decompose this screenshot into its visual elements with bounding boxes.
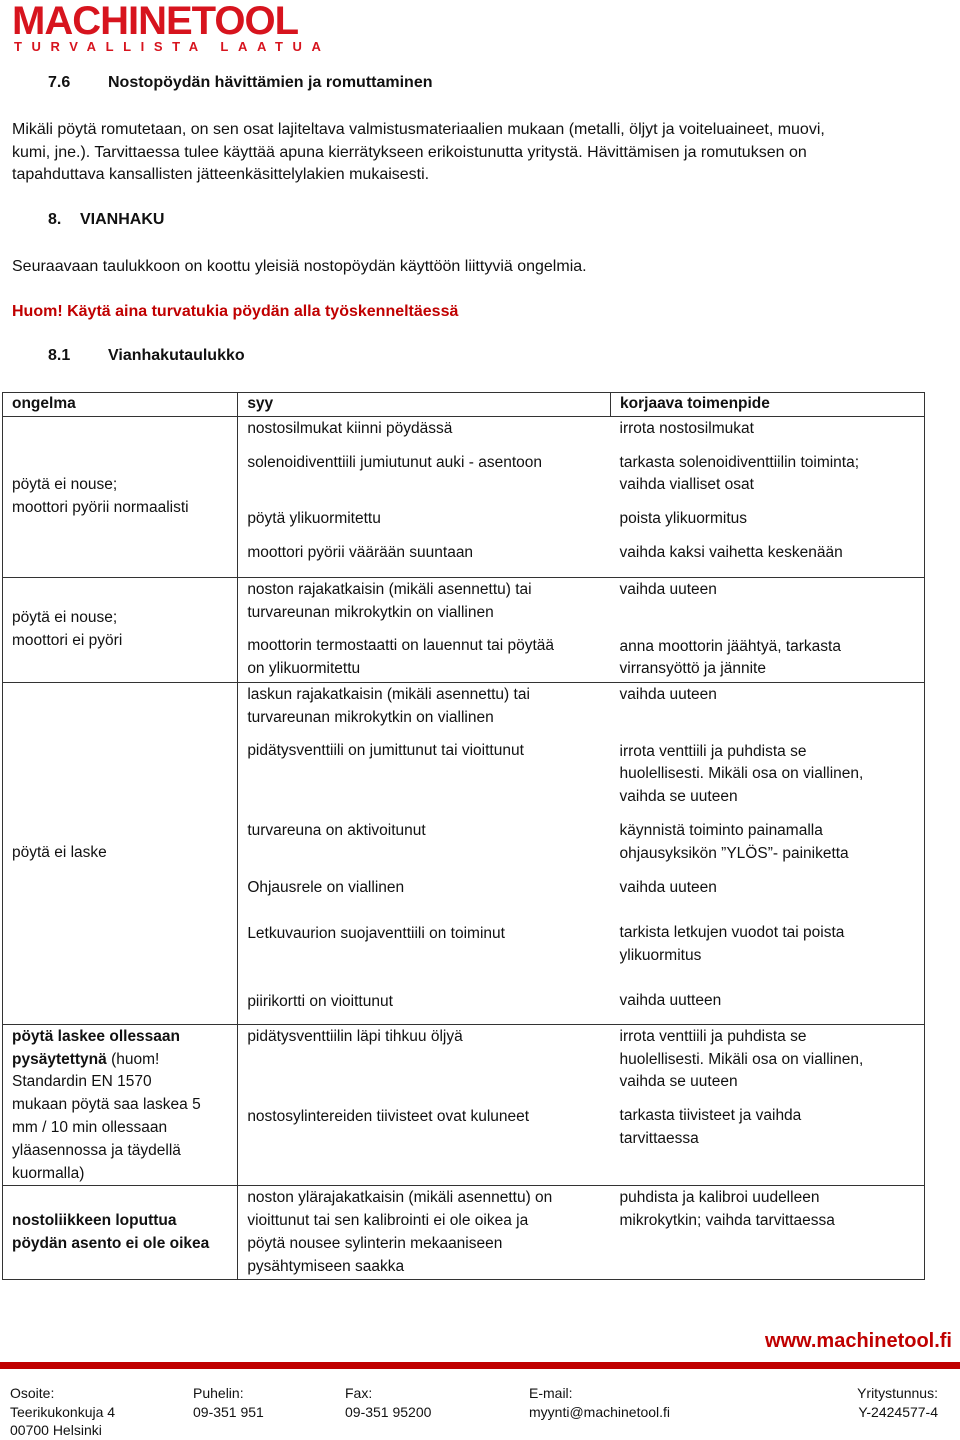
problem-bold: pöytä laskee ollessaan xyxy=(12,1027,181,1045)
section-7-6-number: 7.6 xyxy=(48,74,71,91)
remedy-text: vaihda uuteen xyxy=(619,878,717,896)
problem-cell xyxy=(3,1186,238,1280)
disposal-line-3: tapahduttava kansallisten jätteenkäsittelylakien mukaisesti. xyxy=(12,166,430,184)
problem-text: moottori pyörii normaalisti xyxy=(12,498,189,516)
remedy-text: ohjausyksikön ”YLÖS”- painiketta xyxy=(619,844,849,862)
table-row xyxy=(3,577,925,682)
remedy-text: käynnistä toiminto painamalla xyxy=(619,821,823,839)
troubleshooting-intro: Seuraavaan taulukkoon on koottu yleisiä nostopöydän käyttöön liittyviä ongelmia. xyxy=(12,258,587,275)
remedy-text: irrota nostosilmukat xyxy=(619,419,754,437)
problem-note: Standardin EN 1570 xyxy=(12,1073,152,1091)
section-8-1-number: 8.1 xyxy=(48,347,71,364)
phone-number[interactable]: 09-351 951 xyxy=(193,1403,264,1420)
cause-text: turvareunan mikrokytkin on viallinen xyxy=(247,708,494,726)
footer-email xyxy=(529,1384,670,1421)
remedy-cell xyxy=(611,1024,925,1186)
footer-company xyxy=(857,1384,938,1421)
cause-text: pöytä nousee sylinterin mekaaniseen xyxy=(247,1234,503,1252)
cause-cell xyxy=(238,416,611,577)
section-8-number: 8. xyxy=(48,211,62,228)
machinetool-logo xyxy=(12,2,331,54)
remedy-text: puhdista ja kalibroi uudelleen xyxy=(619,1189,820,1207)
troubleshooting-table xyxy=(2,392,925,1280)
problem-note: kuormalla) xyxy=(12,1164,85,1182)
problem-note: mukaan pöytä saa laskea 5 xyxy=(12,1096,201,1114)
remedy-text: tarkasta tiivisteet ja vaihda xyxy=(619,1107,802,1125)
problem-bold: pysäytettynä xyxy=(12,1050,107,1068)
cause-text: nostosylintereiden tiivisteet ovat kuluneet xyxy=(247,1107,530,1125)
header-problem: ongelma xyxy=(3,393,238,417)
cause-text: Letkuvaurion suojaventtiili on toiminut xyxy=(247,924,505,942)
remedy-text: vaihda uutteen xyxy=(619,991,722,1009)
remedy-text: anna moottorin jäähtyä, tarkasta xyxy=(619,637,841,655)
table-row xyxy=(3,682,925,1024)
remedy-text: huolellisesti. Mikäli osa on viallinen, xyxy=(619,765,864,783)
remedy-text: vaihda uuteen xyxy=(619,580,717,598)
remedy-text: irrota venttiili ja puhdista se xyxy=(619,1027,807,1045)
remedy-text: poista ylikuormitus xyxy=(619,510,748,528)
cause-text: pysähtymiseen saakka xyxy=(247,1257,405,1275)
company-id-label: Yritystunnus: xyxy=(857,1385,938,1401)
address-line-2: 00700 Helsinki xyxy=(10,1422,102,1438)
cause-cell xyxy=(238,1186,611,1280)
problem-text: pöytä ei nouse; xyxy=(12,476,118,493)
remedy-text: irrota venttiili ja puhdista se xyxy=(619,742,807,760)
section-8-title: VIANHAKU xyxy=(80,211,165,228)
logo-tagline: TURVALLISTA LAATUA xyxy=(14,39,331,54)
disposal-paragraph xyxy=(12,119,825,187)
cause-text: turvareunan mikrokytkin on viallinen xyxy=(247,603,494,621)
footer-divider xyxy=(0,1362,960,1369)
remedy-text: vaihda se uuteen xyxy=(619,1073,738,1091)
remedy-text: tarkista letkujen vuodot tai poista xyxy=(619,924,845,942)
problem-text: pöydän asento ei ole oikea xyxy=(12,1234,210,1252)
cause-cell xyxy=(238,1024,611,1186)
fax-number: 09-351 95200 xyxy=(345,1403,432,1420)
remedy-cell xyxy=(611,1186,925,1280)
problem-text: nostoliikkeen loputtua xyxy=(12,1212,177,1230)
problem-text: pöytä ei nouse; xyxy=(12,609,118,626)
remedy-cell xyxy=(611,416,925,577)
cause-text: noston rajakatkaisin (mikäli asennettu) tai xyxy=(247,580,532,598)
problem-cell xyxy=(3,1024,238,1186)
cause-text: moottori pyörii väärään suuntaan xyxy=(247,544,474,562)
cause-cell xyxy=(238,577,611,682)
problem-note: (huom! xyxy=(106,1050,160,1068)
cause-text: turvareuna on aktivoitunut xyxy=(247,822,426,840)
cause-text: laskun rajakatkaisin (mikäli asennettu) tai xyxy=(247,685,530,703)
remedy-text: vaihda se uuteen xyxy=(619,788,738,806)
problem-text xyxy=(12,1026,237,1186)
website-link[interactable]: www.machinetool.fi xyxy=(764,1330,952,1352)
cause-text: moottorin termostaatti on lauennut tai pöytää xyxy=(247,637,555,655)
problem-cell xyxy=(3,577,238,682)
company-id: Y-2424577-4 xyxy=(858,1403,938,1420)
cause-text: Ohjausrele on viallinen xyxy=(247,878,405,896)
remedy-text: mikrokytkin; vaihda tarvittaessa xyxy=(619,1212,835,1230)
cause-text: piirikortti on vioittunut xyxy=(247,992,393,1010)
problem-text: pöytä ei laske xyxy=(12,843,107,861)
table-row xyxy=(3,1186,925,1280)
header-remedy: korjaava toimenpide xyxy=(611,393,925,417)
section-8-1-title: Vianhakutaulukko xyxy=(108,347,245,364)
remedy-text: vaihda uuteen xyxy=(619,685,717,703)
section-7-6-title: Nostopöydän hävittämien ja romuttaminen xyxy=(108,74,433,91)
table-row xyxy=(3,1024,925,1186)
remedy-text: huolellisesti. Mikäli osa on viallinen, xyxy=(619,1050,864,1068)
header-cause: syy xyxy=(238,393,611,417)
problem-note: mm / 10 min ollessaan xyxy=(12,1118,168,1136)
cause-text: on ylikuormitettu xyxy=(247,660,361,678)
problem-text: moottori ei pyöri xyxy=(12,631,123,649)
remedy-text: ylikuormitus xyxy=(619,947,702,965)
problem-note: yläasennossa ja täydellä xyxy=(12,1141,181,1159)
footer-fax xyxy=(345,1384,431,1421)
footer-phone xyxy=(193,1384,264,1421)
phone-label: Puhelin: xyxy=(193,1385,244,1401)
remedy-text: vaihda kaksi vaihetta keskenään xyxy=(619,543,843,561)
problem-cell xyxy=(3,682,238,1024)
remedy-text: virransyöttö ja jännite xyxy=(619,660,766,678)
address-label: Osoite: xyxy=(10,1385,55,1401)
fax-label: Fax: xyxy=(345,1385,373,1401)
cause-text: pidätysventtiili on jumittunut tai vioittunut xyxy=(247,742,524,760)
disposal-line-1: Mikäli pöytä romutetaan, on sen osat lajiteltava valmistusmateriaalien mukaan (metalli, öljyt ja voiteluaineet, muovi, xyxy=(12,121,825,138)
email-label: E-mail: xyxy=(529,1385,573,1401)
problem-cell xyxy=(3,416,238,577)
remedy-text: tarvittaessa xyxy=(619,1129,699,1147)
address-line-1: Teerikukonkuja 4 xyxy=(10,1403,116,1420)
remedy-cell xyxy=(611,682,925,1024)
footer-address xyxy=(10,1384,115,1440)
cause-text: pidätysventtiilin läpi tihkuu öljyä xyxy=(247,1027,463,1045)
remedy-text: tarkasta solenoidiventtiilin toiminta; xyxy=(619,453,860,471)
table-header-row xyxy=(3,393,925,417)
logo-wordmark: MACHINETOOL xyxy=(12,0,299,43)
remedy-cell xyxy=(611,577,925,682)
disposal-line-2: kumi, jne.). Tarvittaessa tulee käyttää apuna kierrätykseen erikoistunutta yritystä. Hävittämisen ja romutuksen on xyxy=(12,143,807,161)
cause-text: solenoidiventtiili jumiutunut auki - asentoon xyxy=(247,453,542,471)
cause-cell xyxy=(238,682,611,1024)
cause-text: vioittunut tai sen kalibrointi ei ole oikea ja xyxy=(247,1212,529,1230)
cause-text: pöytä ylikuormitettu xyxy=(247,510,381,528)
email-link[interactable]: myynti@machinetool.fi xyxy=(529,1403,671,1420)
safety-warning: Huom! Käytä aina turvatukia pöydän alla työskenneltäessä xyxy=(12,303,459,320)
remedy-text: vaihda vialliset osat xyxy=(619,476,754,494)
table-row xyxy=(3,416,925,577)
cause-text: noston ylärajakatkaisin (mikäli asennettu) on xyxy=(247,1189,553,1207)
cause-text: nostosilmukat kiinni pöydässä xyxy=(247,419,453,437)
